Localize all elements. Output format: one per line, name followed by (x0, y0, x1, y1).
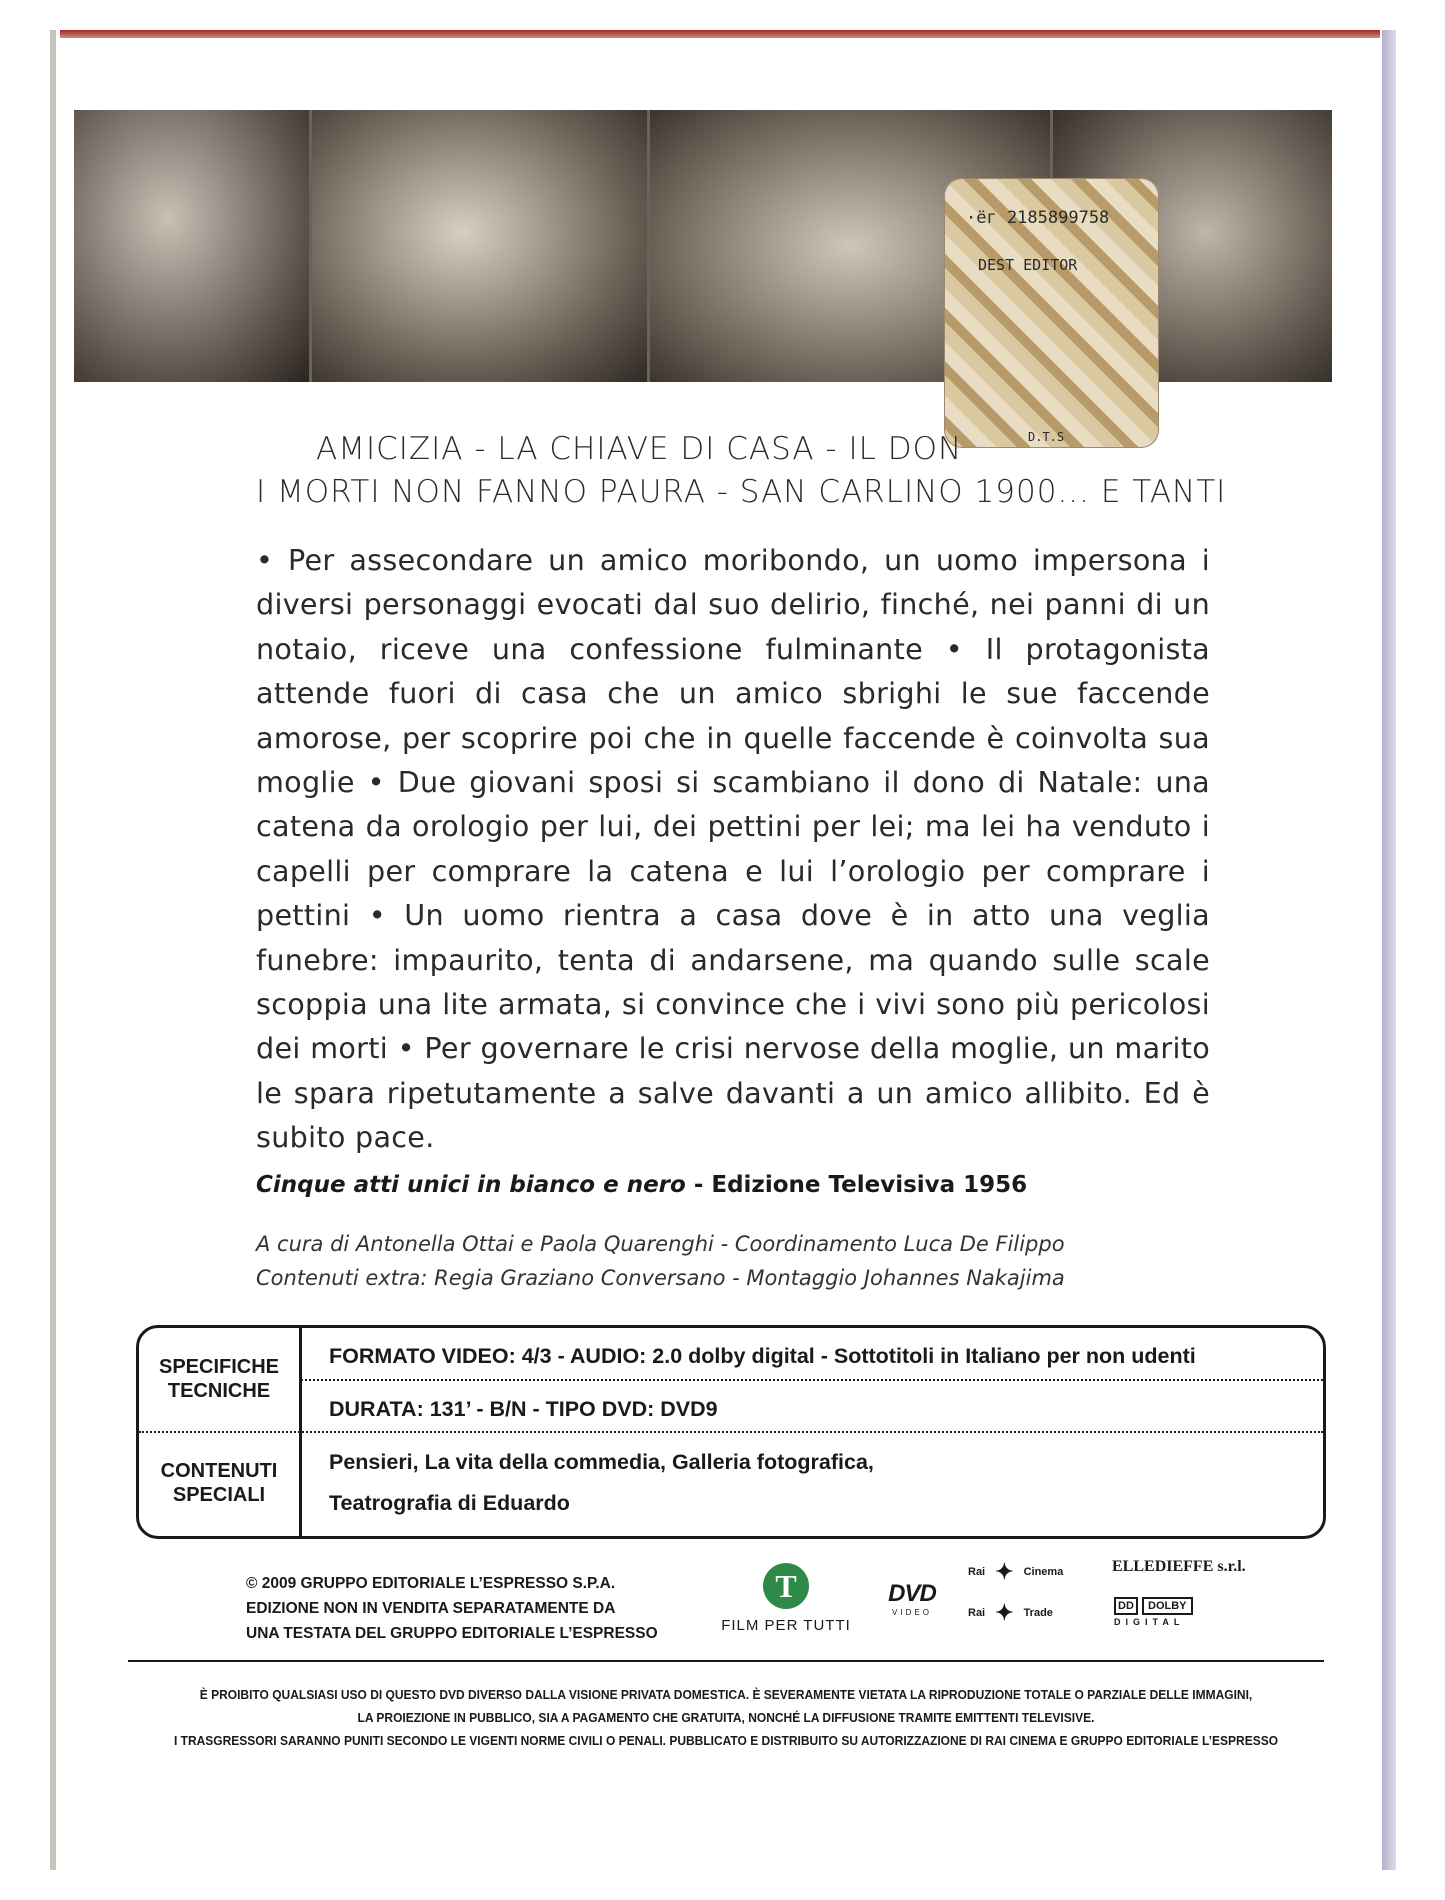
dvd-video-logo (872, 1580, 952, 1617)
publisher-line-1: © 2009 GRUPPO EDITORIALE L’ESPRESSO S.P.A. (246, 1575, 616, 1592)
specs-label-extras-line-2: SPECIALI (172, 1484, 266, 1506)
rai-star-icon: ✦ (995, 1600, 1014, 1625)
rai-trade-logo (968, 1600, 1053, 1626)
legal-line-2: LA PROIEZIONE IN PUBBLICO, SIA A PAGAMENTO CHE GRATUITA, NONCHÉ LA DIFFUSIONE TRAMITE EMITTENTI TELEVISIVE. (357, 1711, 1095, 1725)
sticker-label: DEST EDITOR (978, 256, 1078, 274)
footer-divider (128, 1660, 1324, 1662)
publisher-info (246, 1571, 658, 1646)
specs-duration: DURATA: 131’ - B/N - TIPO DVD: DVD9 (329, 1397, 718, 1421)
series-title: Cinque atti unici in bianco e nero (256, 1172, 686, 1198)
publisher-line-2: EDIZIONE NON IN VENDITA SEPARATAMENTE DA (246, 1600, 616, 1617)
specs-label-technical-line-2: TECNICHE (167, 1380, 271, 1402)
dolby-digital-logo (1114, 1597, 1193, 1627)
specs-label-technical-line-1: SPECIFICHE (158, 1356, 280, 1378)
legal-line-3: I TRASGRESSORI SARANNO PUNITI SECONDO LE VIGENTI NORME CIVILI O PENALI. PUBBLICATO E DISTRIBUITO SU AUTORIZZAZIONE DI RAI CINEMA E GRUPPO EDITORIALE L’ESPRESSO (173, 1734, 1279, 1748)
film-still-2 (312, 110, 647, 382)
specs-label-extras-line-1: CONTENUTI (160, 1460, 278, 1482)
film-per-tutti-logo (706, 1563, 866, 1634)
sticker-code: ·ёг 2185899758 (966, 208, 1110, 228)
specs-label-technical (139, 1355, 299, 1403)
elledieffe-logo: ELLEDIEFFE s.r.l. (1112, 1558, 1246, 1575)
specs-format-audio: FORMATO VIDEO: 4/3 - AUDIO: 2.0 dolby digital - Sottotitoli in Italiano per non udenti (329, 1344, 1196, 1368)
specs-box (136, 1325, 1326, 1539)
titles-line-1: AMICIZIA - LA CHIAVE DI CASA - IL DON (316, 431, 963, 467)
rai-cinema-left: Rai (968, 1565, 986, 1578)
credits-line-1: A cura di Antonella Ottai e Paola Quarenghi - Coordinamento Luca De Filippo (256, 1232, 1065, 1256)
rai-trade-right: Trade (1023, 1606, 1053, 1619)
film-still-1 (74, 110, 309, 382)
rai-star-icon: ✦ (995, 1559, 1014, 1584)
titles-line-2: I MORTI NON FANNO PAURA - SAN CARLINO 1900... E TANTI (256, 474, 1227, 510)
rai-trade-left: Rai (968, 1606, 986, 1619)
case-edge-left (50, 30, 56, 1870)
dvd-logo-sub: VIDEO (892, 1608, 932, 1617)
specs-divider-inner (301, 1379, 1323, 1381)
series-line (256, 1172, 1027, 1198)
specs-divider-horizontal (139, 1431, 1323, 1433)
dvd-logo-icon: DVD (888, 1580, 936, 1607)
film-per-tutti-label: FILM PER TUTTI (721, 1617, 851, 1634)
specs-extras-line-1: Pensieri, La vita della commedia, Galleria fotografica, (329, 1450, 874, 1474)
credits-line-2: Contenuti extra: Regia Graziano Conversano - Montaggio Johannes Nakajima (256, 1266, 1065, 1290)
series-edition: - Edizione Televisiva 1956 (685, 1172, 1028, 1198)
dolby-dd-icon: DD (1114, 1597, 1138, 1615)
synopsis: • Per assecondare un amico moribondo, un uomo impersona i diversi personaggi evocati dal suo delirio, finché, nei panni di un notaio, riceve una confessione fulminante • Il protagonista attende fuori di casa che un amico sbrighi le sue faccende amorose, per scoprire poi che in quelle faccende è coinvolta sua moglie • Due giovani sposi si scambiano il dono di Natale: una catena da orologio per lui, dei pettini per lei; ma lei ha venduto i capelli per comprare la catena e lui l’orologio per comprare i pettini • Un uomo rientra a casa dove è in atto una veglia funebre: impaurito, tenta di andarsene, ma quando sulle scale scoppia una lite armata, si convince che i vivi sono più pericolosi dei morti • Per governare le crisi nervose della moglie, un marito le spara ripetutamente a salve davanti a un amico allibito. Ed è subito pace. (256, 543, 1210, 1155)
film-per-tutti-icon: T (763, 1563, 809, 1609)
rai-cinema-logo (968, 1559, 1063, 1585)
specs-label-extras (139, 1459, 299, 1507)
case-edge-right (1382, 30, 1396, 1870)
specs-extras-line-2: Teatrografia di Eduardo (329, 1491, 570, 1515)
legal-notice (152, 1684, 1300, 1753)
credits (256, 1227, 1065, 1295)
legal-line-1: È PROIBITO QUALSIASI USO DI QUESTO DVD DIVERSO DALLA VISIONE PRIVATA DOMESTICA. È SEVERAMENTE VIETATA LA RIPRODUZIONE TOTALE O PARZIALE DELLE IMMAGINI, (199, 1688, 1253, 1702)
security-sticker (944, 178, 1159, 448)
titles-block (256, 428, 1266, 514)
dolby-digital-label: DIGITAL (1114, 1617, 1185, 1627)
publisher-line-3: UNA TESTATA DEL GRUPPO EDITORIALE L’ESPRESSO (246, 1625, 658, 1642)
dolby-word: DOLBY (1142, 1597, 1193, 1615)
rai-cinema-right: Cinema (1023, 1565, 1064, 1578)
sticker-bottom: D.T.S (1028, 430, 1065, 444)
